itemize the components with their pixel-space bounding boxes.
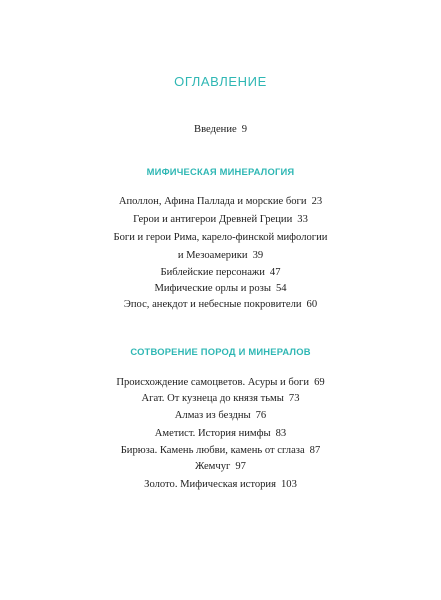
toc-entry[interactable] [0, 376, 441, 389]
toc-entry[interactable] [0, 282, 441, 295]
section-heading-creation-of-rocks: СОТВОРЕНИЕ ПОРОД И МИНЕРАЛОВ [130, 346, 311, 357]
toc-entry[interactable] [0, 298, 441, 311]
toc-entry-label: Алмаз из бездны [174, 410, 251, 421]
toc-entry-label: Жемчуг [195, 461, 231, 472]
toc-entry-label: Аметист. История нимфы [154, 428, 271, 439]
toc-entry[interactable] [0, 427, 441, 440]
toc-title: ОГЛАВЛЕНИЕ [174, 74, 267, 89]
toc-entry-label: Аполлон, Афина Паллада и морские боги [118, 196, 307, 207]
section-heading-mythical-mineralogy: МИФИЧЕСКАЯ МИНЕРАЛОГИЯ [146, 166, 295, 177]
toc-entry-intro[interactable] [0, 123, 441, 136]
toc-entry-label: Бирюза. Камень любви, камень от сглаза [120, 445, 305, 456]
toc-entry-page: 9 [241, 124, 247, 135]
toc-entry-page: 60 [306, 299, 318, 310]
toc-entry[interactable] [0, 213, 441, 226]
toc-entry-label: Мифические орлы и розы [154, 283, 271, 294]
toc-entry-label: Золото. Мифическая история [144, 479, 276, 490]
toc-entry[interactable] [0, 409, 441, 422]
toc-entry-page: 97 [235, 461, 246, 472]
toc-entry[interactable] [0, 478, 441, 491]
toc-entry-label: Эпос, анекдот и небесные покровители [123, 299, 302, 310]
toc-entry[interactable] [0, 392, 441, 405]
toc-entry-page: 83 [275, 428, 287, 439]
toc-entry-label: Герои и антигерои Древней Греции [133, 214, 293, 225]
toc-entry-page: 33 [297, 214, 308, 225]
toc-entry[interactable] [0, 266, 441, 279]
toc-entry-label: Происхождение самоцветов. Асуры и боги [116, 377, 310, 388]
toc-entry-page: 87 [309, 445, 321, 456]
toc-entry-label: Агат. От кузнеца до князя тьмы [141, 393, 284, 404]
toc-entry-page: 47 [269, 267, 281, 278]
toc-entry[interactable] [0, 460, 441, 473]
toc-entry-page: 69 [314, 377, 325, 388]
toc-entry-page: 23 [311, 196, 323, 207]
toc-entry-label: Боги и герои Рима, карело-финской мифологии [113, 232, 328, 243]
toc-entry[interactable] [0, 231, 441, 244]
toc-entry-page: 54 [275, 283, 287, 294]
toc-entry-page: 103 [280, 479, 297, 490]
toc-entry-label: Библейские персонажи [160, 267, 265, 278]
toc-entry[interactable] [0, 444, 441, 457]
toc-entry-label: и Мезоамерики [177, 250, 248, 261]
toc-entry-page: 76 [255, 410, 267, 421]
toc-entry-continuation[interactable] [0, 249, 441, 262]
toc-entry[interactable] [0, 195, 441, 208]
toc-entry-label: Введение [194, 124, 237, 135]
toc-entry-page: 39 [252, 250, 264, 261]
toc-entry-page: 73 [288, 393, 300, 404]
